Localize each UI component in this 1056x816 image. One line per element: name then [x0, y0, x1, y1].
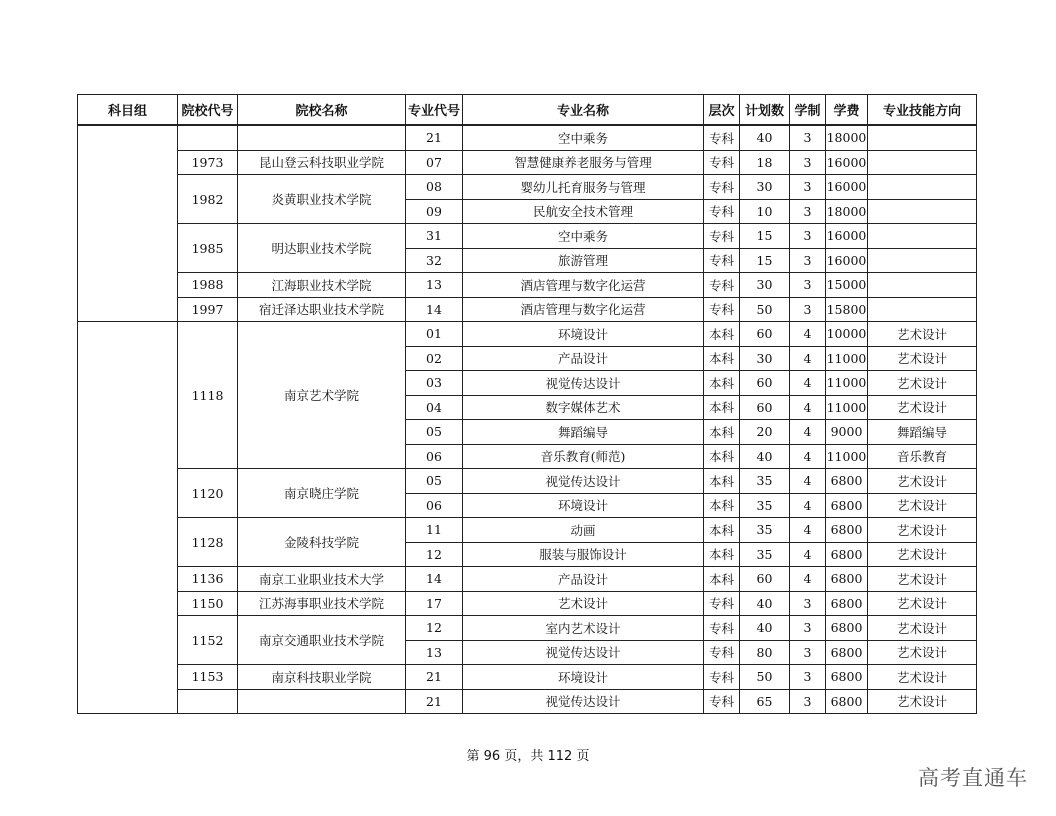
major-name-cell: 空中乘务: [463, 125, 704, 150]
major-code-cell: 21: [406, 125, 463, 150]
tuition-cell: 6800: [826, 689, 868, 714]
skill-direction-cell: 音乐教育: [868, 444, 977, 469]
header-cell: 层次: [704, 95, 740, 126]
plan-count-cell: 40: [740, 616, 790, 641]
school-name-cell: 金陵科技学院: [238, 518, 406, 567]
major-name-cell: 视觉传达设计: [463, 689, 704, 714]
tuition-cell: 18000: [826, 125, 868, 150]
plan-count-cell: 40: [740, 591, 790, 616]
school-code-cell: [178, 125, 238, 150]
school-name-cell: 明达职业技术学院: [238, 224, 406, 273]
plan-count-cell: 65: [740, 689, 790, 714]
major-code-cell: 31: [406, 224, 463, 249]
duration-cell: 3: [790, 640, 826, 665]
tuition-cell: 6800: [826, 567, 868, 592]
major-name-cell: 产品设计: [463, 567, 704, 592]
plan-count-cell: 35: [740, 493, 790, 518]
major-name-cell: 音乐教育(师范): [463, 444, 704, 469]
skill-direction-cell: 艺术设计: [868, 371, 977, 396]
school-code-cell: 1128: [178, 518, 238, 567]
tuition-cell: 6800: [826, 591, 868, 616]
footer-prefix: 第: [466, 749, 480, 764]
tuition-cell: 16000: [826, 224, 868, 249]
footer-suffix: 页: [576, 749, 590, 764]
table-row: [78, 518, 977, 543]
duration-cell: 3: [790, 248, 826, 273]
duration-cell: 3: [790, 689, 826, 714]
major-code-cell: 05: [406, 469, 463, 494]
tuition-cell: 6800: [826, 469, 868, 494]
level-cell: 本科: [704, 469, 740, 494]
header-cell: 专业技能方向: [868, 95, 977, 126]
level-cell: 专科: [704, 297, 740, 322]
tuition-cell: 6800: [826, 542, 868, 567]
major-name-cell: 视觉传达设计: [463, 640, 704, 665]
level-cell: 本科: [704, 567, 740, 592]
skill-direction-cell: 艺术设计: [868, 518, 977, 543]
major-name-cell: 环境设计: [463, 493, 704, 518]
admission-plan-table: [77, 94, 977, 714]
major-name-cell: 视觉传达设计: [463, 469, 704, 494]
major-code-cell: 03: [406, 371, 463, 396]
school-code-cell: 1982: [178, 175, 238, 224]
school-name-cell: 南京晓庄学院: [238, 469, 406, 518]
level-cell: 本科: [704, 371, 740, 396]
major-code-cell: 06: [406, 493, 463, 518]
duration-cell: 4: [790, 395, 826, 420]
level-cell: 专科: [704, 199, 740, 224]
duration-cell: 3: [790, 616, 826, 641]
table-row: [78, 591, 977, 616]
skill-direction-cell: 舞蹈编导: [868, 420, 977, 445]
duration-cell: 4: [790, 567, 826, 592]
major-name-cell: 环境设计: [463, 322, 704, 347]
skill-direction-cell: 艺术设计: [868, 616, 977, 641]
duration-cell: 3: [790, 125, 826, 150]
plan-count-cell: 15: [740, 248, 790, 273]
skill-direction-cell: [868, 297, 977, 322]
tuition-cell: 15800: [826, 297, 868, 322]
level-cell: 专科: [704, 248, 740, 273]
tuition-cell: 11000: [826, 395, 868, 420]
tuition-cell: 6800: [826, 518, 868, 543]
school-code-cell: 1988: [178, 273, 238, 298]
skill-direction-cell: 艺术设计: [868, 591, 977, 616]
major-code-cell: 07: [406, 150, 463, 175]
tuition-cell: 6800: [826, 640, 868, 665]
major-name-cell: 室内艺术设计: [463, 616, 704, 641]
table-row: [78, 273, 977, 298]
plan-count-cell: 40: [740, 444, 790, 469]
major-code-cell: 21: [406, 689, 463, 714]
tuition-cell: 11000: [826, 444, 868, 469]
table-row: [78, 322, 977, 347]
tuition-cell: 16000: [826, 175, 868, 200]
level-cell: 专科: [704, 224, 740, 249]
header-cell: 院校代号: [178, 95, 238, 126]
tuition-cell: 6800: [826, 616, 868, 641]
table-row: [78, 224, 977, 249]
header-cell: 专业代号: [406, 95, 463, 126]
major-code-cell: 02: [406, 346, 463, 371]
major-code-cell: 01: [406, 322, 463, 347]
plan-count-cell: 40: [740, 125, 790, 150]
major-name-cell: 服装与服饰设计: [463, 542, 704, 567]
school-code-cell: 1118: [178, 322, 238, 469]
level-cell: 本科: [704, 518, 740, 543]
skill-direction-cell: 艺术设计: [868, 322, 977, 347]
level-cell: 专科: [704, 616, 740, 641]
plan-count-cell: 20: [740, 420, 790, 445]
duration-cell: 3: [790, 591, 826, 616]
major-name-cell: 旅游管理: [463, 248, 704, 273]
skill-direction-cell: [868, 248, 977, 273]
header-row: [78, 95, 977, 126]
duration-cell: 3: [790, 150, 826, 175]
major-name-cell: 酒店管理与数字化运营: [463, 273, 704, 298]
level-cell: 本科: [704, 346, 740, 371]
tuition-cell: 6800: [826, 665, 868, 690]
level-cell: 本科: [704, 322, 740, 347]
plan-count-cell: 80: [740, 640, 790, 665]
major-code-cell: 12: [406, 542, 463, 567]
table-row: [78, 567, 977, 592]
skill-direction-cell: 艺术设计: [868, 689, 977, 714]
level-cell: 本科: [704, 493, 740, 518]
duration-cell: 4: [790, 542, 826, 567]
level-cell: 专科: [704, 591, 740, 616]
duration-cell: 4: [790, 493, 826, 518]
major-name-cell: 动画: [463, 518, 704, 543]
table-row: [78, 665, 977, 690]
level-cell: 专科: [704, 689, 740, 714]
plan-count-cell: 30: [740, 273, 790, 298]
level-cell: 本科: [704, 420, 740, 445]
school-code-cell: 1997: [178, 297, 238, 322]
skill-direction-cell: [868, 175, 977, 200]
watermark-text: 高考直通车: [918, 766, 1028, 790]
school-name-cell: [238, 689, 406, 714]
tuition-cell: 16000: [826, 150, 868, 175]
duration-cell: 3: [790, 175, 826, 200]
duration-cell: 4: [790, 469, 826, 494]
plan-count-cell: 60: [740, 567, 790, 592]
school-code-cell: 1152: [178, 616, 238, 665]
major-code-cell: 04: [406, 395, 463, 420]
school-name-cell: 江海职业技术学院: [238, 273, 406, 298]
skill-direction-cell: 艺术设计: [868, 542, 977, 567]
level-cell: 专科: [704, 150, 740, 175]
skill-direction-cell: 艺术设计: [868, 469, 977, 494]
skill-direction-cell: [868, 150, 977, 175]
header-cell: 院校名称: [238, 95, 406, 126]
level-cell: 专科: [704, 175, 740, 200]
level-cell: 本科: [704, 395, 740, 420]
table-row: [78, 689, 977, 714]
major-name-cell: 空中乘务: [463, 224, 704, 249]
tuition-cell: 15000: [826, 273, 868, 298]
header-cell: 专业名称: [463, 95, 704, 126]
major-code-cell: 14: [406, 297, 463, 322]
plan-count-cell: 10: [740, 199, 790, 224]
major-name-cell: 舞蹈编导: [463, 420, 704, 445]
major-name-cell: 艺术设计: [463, 591, 704, 616]
duration-cell: 4: [790, 346, 826, 371]
current-page-number: 96: [483, 749, 501, 764]
plan-count-cell: 15: [740, 224, 790, 249]
plan-count-cell: 60: [740, 395, 790, 420]
major-name-cell: 婴幼儿托育服务与管理: [463, 175, 704, 200]
plan-count-cell: 30: [740, 346, 790, 371]
plan-count-cell: 18: [740, 150, 790, 175]
major-name-cell: 产品设计: [463, 346, 704, 371]
level-cell: 专科: [704, 273, 740, 298]
school-code-cell: 1153: [178, 665, 238, 690]
tuition-cell: 6800: [826, 493, 868, 518]
duration-cell: 3: [790, 199, 826, 224]
header-cell: 学费: [826, 95, 868, 126]
skill-direction-cell: 艺术设计: [868, 567, 977, 592]
major-name-cell: 智慧健康养老服务与管理: [463, 150, 704, 175]
footer-middle: 页，共: [504, 749, 544, 764]
subject-group-cell: [78, 322, 178, 714]
school-code-cell: 1120: [178, 469, 238, 518]
major-name-cell: 环境设计: [463, 665, 704, 690]
skill-direction-cell: 艺术设计: [868, 346, 977, 371]
plan-count-cell: 30: [740, 175, 790, 200]
school-name-cell: 宿迁泽达职业技术学院: [238, 297, 406, 322]
duration-cell: 4: [790, 371, 826, 396]
plan-count-cell: 50: [740, 297, 790, 322]
major-name-cell: 民航安全技术管理: [463, 199, 704, 224]
table-body: [78, 125, 977, 714]
table-row: [78, 125, 977, 150]
level-cell: 专科: [704, 665, 740, 690]
table-row: [78, 175, 977, 200]
school-name-cell: 南京艺术学院: [238, 322, 406, 469]
school-name-cell: 南京交通职业技术学院: [238, 616, 406, 665]
tuition-cell: 10000: [826, 322, 868, 347]
duration-cell: 4: [790, 420, 826, 445]
page-footer: [0, 745, 1056, 764]
skill-direction-cell: 艺术设计: [868, 640, 977, 665]
subject-group-cell: [78, 125, 178, 322]
tuition-cell: 16000: [826, 248, 868, 273]
school-name-cell: 南京科技职业学院: [238, 665, 406, 690]
tuition-cell: 9000: [826, 420, 868, 445]
school-name-cell: 昆山登云科技职业学院: [238, 150, 406, 175]
plan-count-cell: 35: [740, 518, 790, 543]
tuition-cell: 11000: [826, 371, 868, 396]
header-cell: 计划数: [740, 95, 790, 126]
major-code-cell: 05: [406, 420, 463, 445]
school-code-cell: 1136: [178, 567, 238, 592]
school-code-cell: 1973: [178, 150, 238, 175]
skill-direction-cell: [868, 273, 977, 298]
skill-direction-cell: [868, 125, 977, 150]
major-code-cell: 09: [406, 199, 463, 224]
school-name-cell: [238, 125, 406, 150]
skill-direction-cell: [868, 224, 977, 249]
level-cell: 专科: [704, 125, 740, 150]
duration-cell: 3: [790, 273, 826, 298]
major-code-cell: 06: [406, 444, 463, 469]
major-code-cell: 08: [406, 175, 463, 200]
duration-cell: 3: [790, 297, 826, 322]
duration-cell: 3: [790, 665, 826, 690]
total-page-number: 112: [547, 749, 573, 764]
school-code-cell: 1985: [178, 224, 238, 273]
school-code-cell: 1150: [178, 591, 238, 616]
plan-count-cell: 60: [740, 322, 790, 347]
school-name-cell: 江苏海事职业技术学院: [238, 591, 406, 616]
skill-direction-cell: [868, 199, 977, 224]
skill-direction-cell: 艺术设计: [868, 493, 977, 518]
major-code-cell: 13: [406, 273, 463, 298]
major-code-cell: 17: [406, 591, 463, 616]
major-code-cell: 14: [406, 567, 463, 592]
major-code-cell: 12: [406, 616, 463, 641]
skill-direction-cell: 艺术设计: [868, 395, 977, 420]
duration-cell: 3: [790, 224, 826, 249]
major-name-cell: 数字媒体艺术: [463, 395, 704, 420]
major-name-cell: 酒店管理与数字化运营: [463, 297, 704, 322]
table-row: [78, 616, 977, 641]
school-name-cell: 南京工业职业技术大学: [238, 567, 406, 592]
level-cell: 本科: [704, 444, 740, 469]
header-cell: 科目组: [78, 95, 178, 126]
skill-direction-cell: 艺术设计: [868, 665, 977, 690]
major-name-cell: 视觉传达设计: [463, 371, 704, 396]
level-cell: 专科: [704, 640, 740, 665]
plan-count-cell: 35: [740, 469, 790, 494]
major-code-cell: 11: [406, 518, 463, 543]
duration-cell: 4: [790, 444, 826, 469]
school-name-cell: 炎黄职业技术学院: [238, 175, 406, 224]
table-row: [78, 150, 977, 175]
duration-cell: 4: [790, 518, 826, 543]
table-row: [78, 469, 977, 494]
plan-count-cell: 60: [740, 371, 790, 396]
level-cell: 本科: [704, 542, 740, 567]
duration-cell: 4: [790, 322, 826, 347]
major-code-cell: 13: [406, 640, 463, 665]
header-cell: 学制: [790, 95, 826, 126]
major-code-cell: 32: [406, 248, 463, 273]
plan-count-cell: 50: [740, 665, 790, 690]
tuition-cell: 11000: [826, 346, 868, 371]
tuition-cell: 18000: [826, 199, 868, 224]
plan-count-cell: 35: [740, 542, 790, 567]
school-code-cell: [178, 689, 238, 714]
table-row: [78, 297, 977, 322]
major-code-cell: 21: [406, 665, 463, 690]
